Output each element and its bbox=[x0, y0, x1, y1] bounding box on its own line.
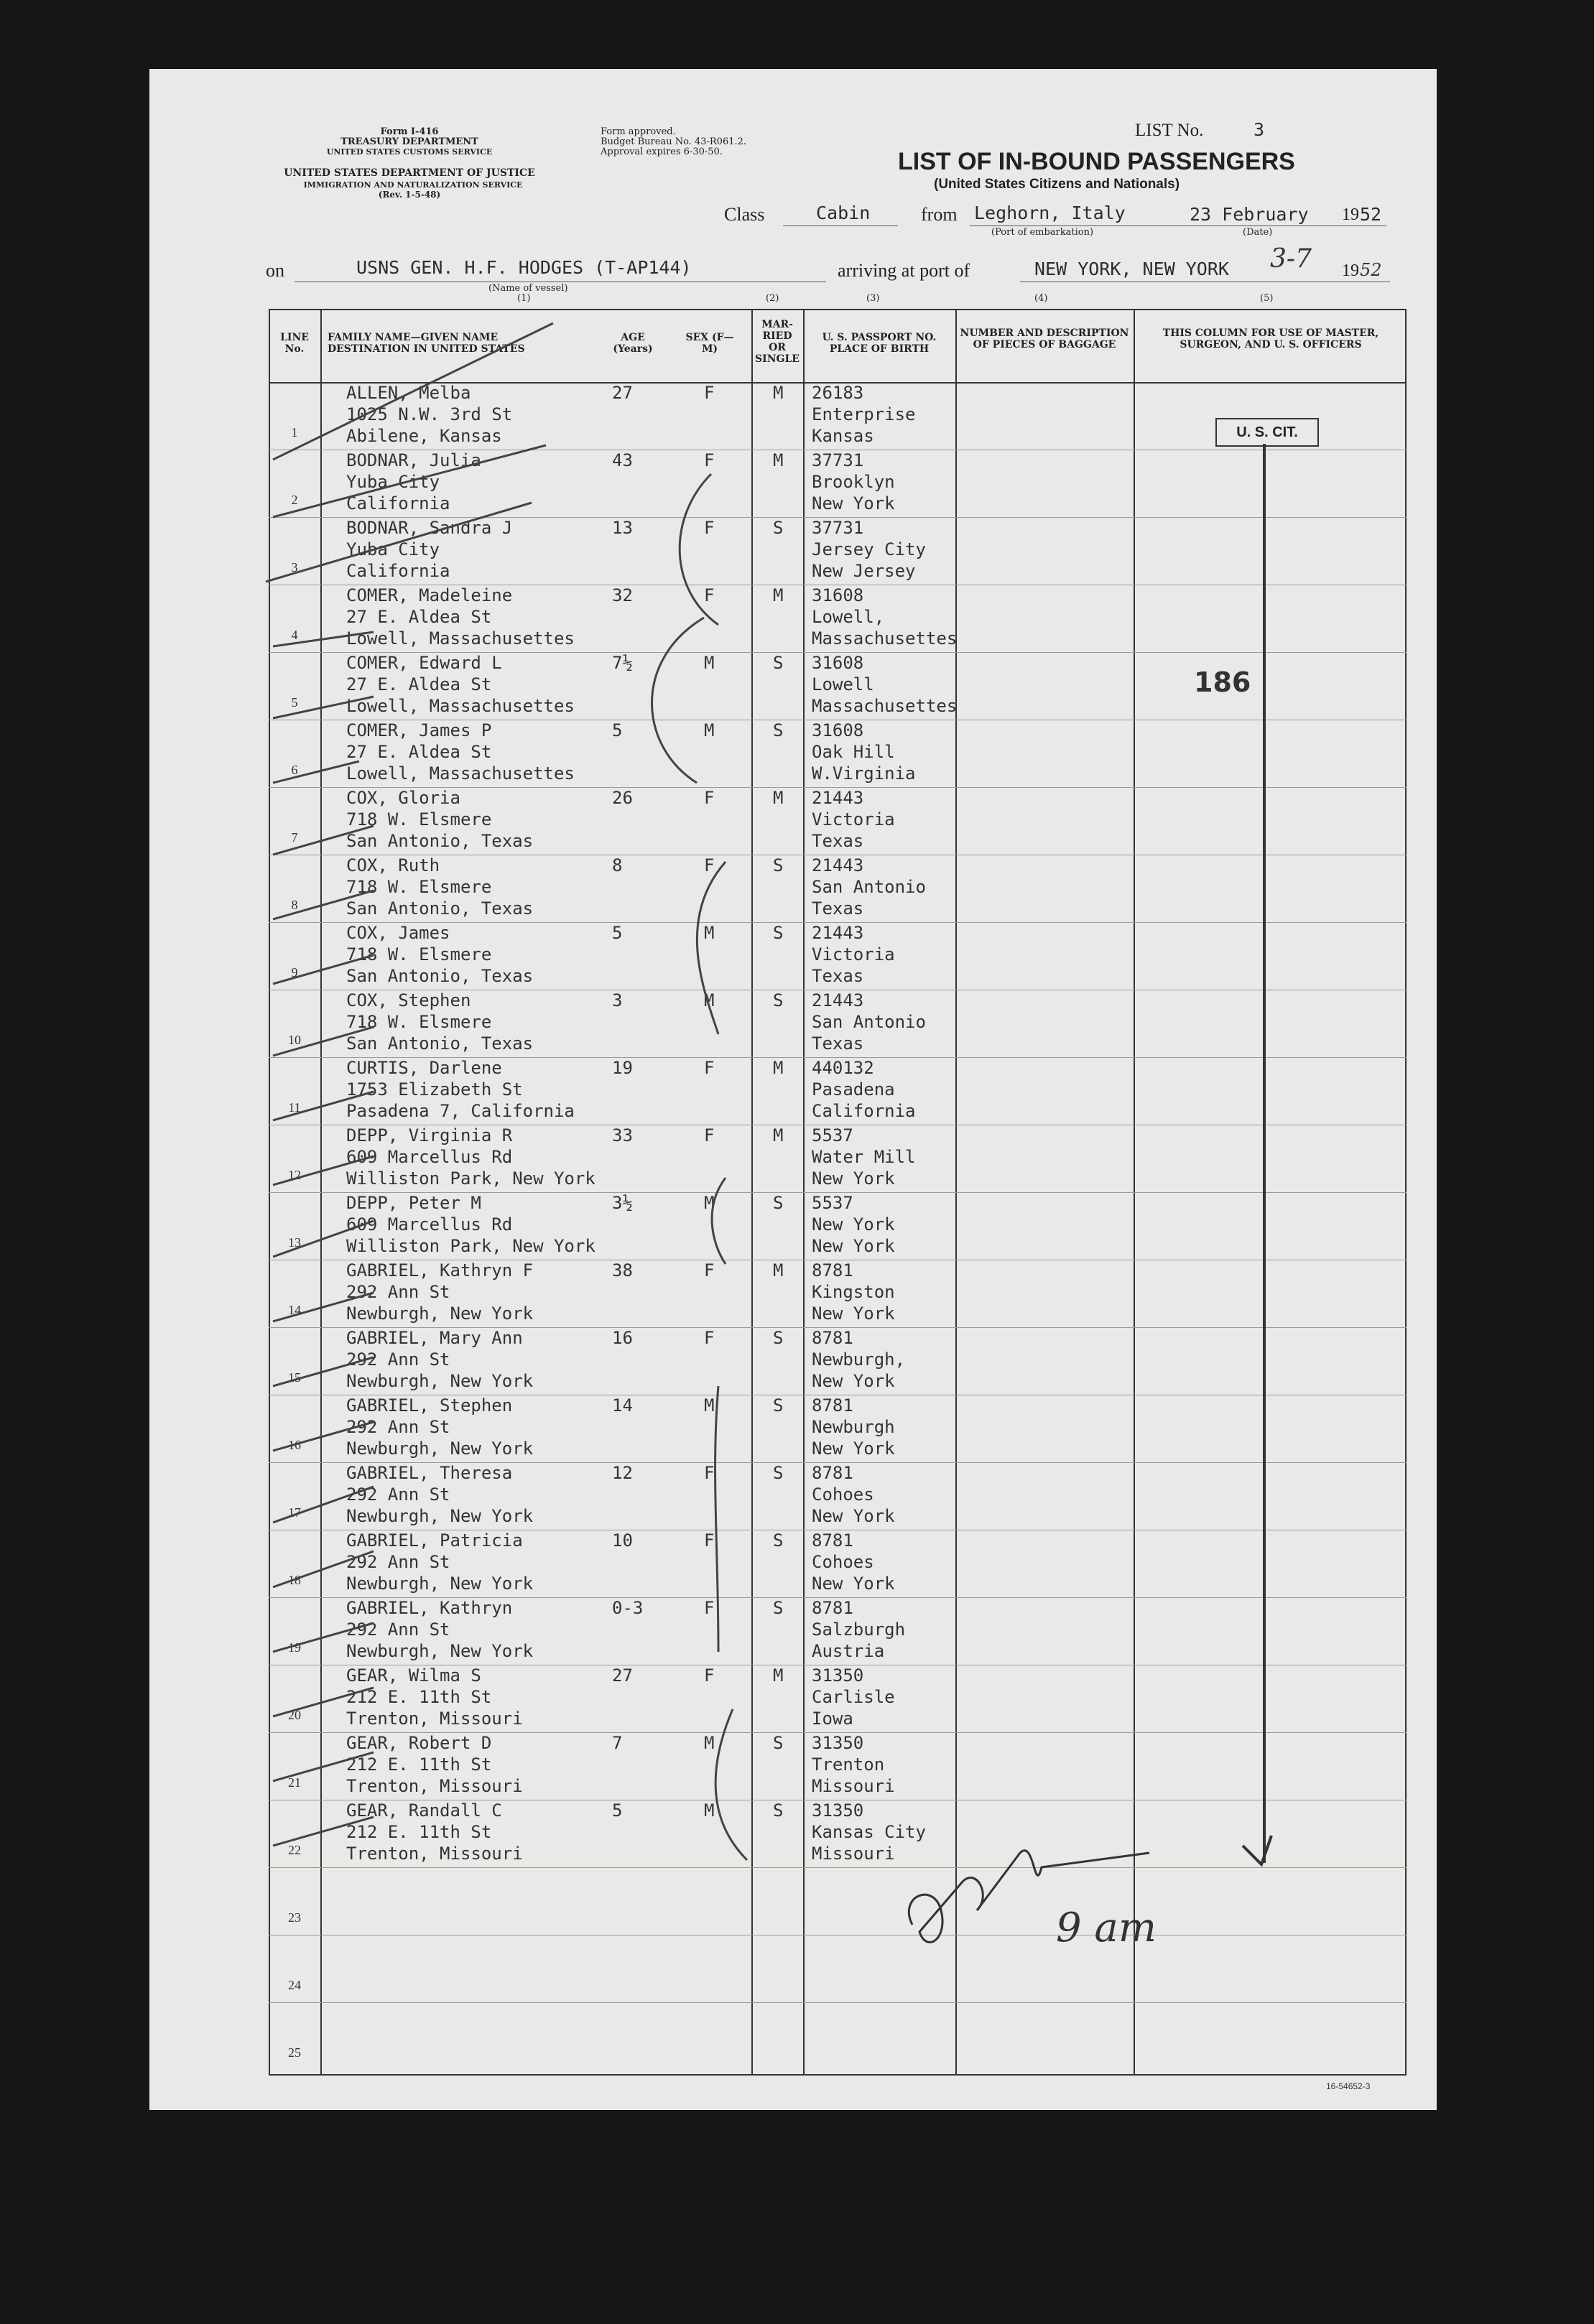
passport-number: 5537 bbox=[812, 1193, 853, 1213]
line-number: 21 bbox=[288, 1775, 301, 1790]
passenger-address: 212 E. 11th St bbox=[346, 1754, 492, 1775]
line-number: 16 bbox=[288, 1438, 301, 1452]
passenger-name: COX, Gloria bbox=[346, 788, 460, 808]
line-number: 5 bbox=[291, 695, 298, 710]
passenger-age: 7 bbox=[612, 1733, 623, 1753]
treasury-dept: TREASURY DEPARTMENT bbox=[340, 136, 478, 147]
passenger-name: COMER, Edward L bbox=[346, 653, 502, 673]
passenger-age: 13 bbox=[612, 518, 633, 538]
passport-number: 5537 bbox=[812, 1125, 853, 1145]
birth-place-state: Massachusettes bbox=[812, 628, 958, 649]
approval-line3: Approval expires 6-30-50. bbox=[601, 147, 723, 157]
passenger-sex: F bbox=[704, 1058, 715, 1078]
passenger-city: Williston Park, New York bbox=[346, 1168, 596, 1189]
passport-number: 31608 bbox=[812, 720, 864, 740]
birth-place-state: California bbox=[812, 1101, 916, 1121]
passenger-age: 10 bbox=[612, 1530, 633, 1551]
passenger-city: Lowell, Massachusettes bbox=[346, 696, 575, 716]
birth-place: San Antonio bbox=[812, 877, 926, 897]
passenger-marital-status: M bbox=[773, 1125, 784, 1145]
passport-number: 8781 bbox=[812, 1463, 853, 1483]
passenger-name: CURTIS, Darlene bbox=[346, 1058, 502, 1078]
birth-place: Salzburgh bbox=[812, 1619, 906, 1640]
passport-number: 8781 bbox=[812, 1328, 853, 1348]
passenger-marital-status: S bbox=[773, 720, 784, 740]
birth-place: Carlisle bbox=[812, 1687, 895, 1707]
passenger-city: California bbox=[346, 493, 450, 513]
passenger-name: GEAR, Randall C bbox=[346, 1800, 502, 1821]
passenger-age: 7½ bbox=[612, 653, 633, 673]
arrival-date: 3-7 bbox=[1270, 244, 1312, 274]
ins-service: IMMIGRATION AND NATURALIZATION SERVICE bbox=[303, 180, 523, 190]
passenger-city: San Antonio, Texas bbox=[346, 966, 534, 986]
passenger-marital-status: S bbox=[773, 1598, 784, 1618]
class-label: Class bbox=[724, 204, 765, 225]
birth-place: Oak Hill bbox=[812, 742, 895, 762]
passenger-marital-status: S bbox=[773, 1530, 784, 1551]
passport-number: 37731 bbox=[812, 450, 864, 470]
passenger-address: 718 W. Elsmere bbox=[346, 944, 492, 965]
passenger-city: Trenton, Missouri bbox=[346, 1776, 523, 1796]
passenger-sex: M bbox=[704, 720, 715, 740]
passenger-city: Newburgh, New York bbox=[346, 1438, 534, 1459]
list-no-value: 3 bbox=[1254, 119, 1265, 140]
birth-place-state: New York bbox=[812, 1438, 895, 1459]
passenger-marital-status: S bbox=[773, 518, 784, 538]
passenger-age: 5 bbox=[612, 923, 623, 943]
passenger-sex: F bbox=[704, 788, 715, 808]
revision: (Rev. 1-5-48) bbox=[378, 190, 441, 200]
birth-place: Lowell, bbox=[812, 607, 885, 627]
passenger-sex: M bbox=[704, 653, 715, 673]
passenger-age: 12 bbox=[612, 1463, 633, 1483]
passenger-city: Lowell, Massachusettes bbox=[346, 763, 575, 784]
header-officers: THIS COLUMN FOR USE OF MASTER, SURGEON, AND U. S. OFFICERS bbox=[1162, 327, 1379, 350]
passport-number: 8781 bbox=[812, 1395, 853, 1416]
passenger-sex: M bbox=[704, 1193, 715, 1213]
date-year-prefix: 19 bbox=[1342, 205, 1359, 224]
line-number: 11 bbox=[288, 1100, 301, 1115]
birth-place: San Antonio bbox=[812, 1012, 926, 1032]
passenger-age: 0-3 bbox=[612, 1598, 644, 1618]
passenger-address: 212 E. 11th St bbox=[346, 1822, 492, 1842]
line-number: 9 bbox=[291, 965, 298, 980]
birth-place: Kingston bbox=[812, 1282, 895, 1302]
passenger-marital-status: S bbox=[773, 1800, 784, 1821]
passenger-city: San Antonio, Texas bbox=[346, 898, 534, 919]
birth-place-state: Texas bbox=[812, 1033, 864, 1054]
form-subtitle: (United States Citizens and Nationals) bbox=[934, 177, 1180, 192]
passenger-marital-status: M bbox=[773, 383, 784, 403]
arriving-label: arriving at port of bbox=[838, 260, 970, 281]
passenger-age: 27 bbox=[612, 1665, 633, 1686]
line-number: 25 bbox=[288, 2045, 301, 2060]
passenger-name: GABRIEL, Stephen bbox=[346, 1395, 513, 1416]
form-number: Form I-416 bbox=[380, 126, 439, 137]
passenger-city: Newburgh, New York bbox=[346, 1574, 534, 1594]
header-sex: SEX (F—M) bbox=[685, 332, 734, 355]
col-num-5: (5) bbox=[1260, 293, 1274, 304]
passenger-address: 609 Marcellus Rd bbox=[346, 1147, 513, 1167]
passport-number: 440132 bbox=[812, 1058, 874, 1078]
passenger-address: 292 Ann St bbox=[346, 1552, 450, 1572]
approval-line2: Budget Bureau No. 43-R061.2. bbox=[601, 136, 747, 147]
port-caption: (Port of embarkation) bbox=[991, 227, 1094, 238]
passenger-marital-status: M bbox=[773, 1058, 784, 1078]
birth-place-state: Texas bbox=[812, 966, 864, 986]
passenger-marital-status: S bbox=[773, 1463, 784, 1483]
line-number: 24 bbox=[288, 1978, 301, 1992]
passenger-city: Newburgh, New York bbox=[346, 1641, 534, 1661]
passenger-age: 14 bbox=[612, 1395, 633, 1416]
passenger-address: 1025 N.W. 3rd St bbox=[346, 404, 513, 424]
line-number: 15 bbox=[288, 1370, 301, 1385]
class-value: Cabin bbox=[816, 203, 871, 223]
passenger-age: 43 bbox=[612, 450, 633, 470]
birth-place: Trenton bbox=[812, 1754, 885, 1775]
passenger-name: COX, Stephen bbox=[346, 990, 471, 1010]
birth-place: Jersey City bbox=[812, 539, 926, 559]
passenger-marital-status: S bbox=[773, 1733, 784, 1753]
line-number: 3 bbox=[291, 560, 298, 575]
passenger-city: San Antonio, Texas bbox=[346, 1033, 534, 1054]
passenger-age: 3½ bbox=[612, 1193, 633, 1213]
line-number: 4 bbox=[291, 628, 298, 642]
passenger-name: GABRIEL, Theresa bbox=[346, 1463, 513, 1483]
passenger-city: Trenton, Missouri bbox=[346, 1709, 523, 1729]
passenger-address: 718 W. Elsmere bbox=[346, 877, 492, 897]
passenger-name: GEAR, Wilma S bbox=[346, 1665, 481, 1686]
passenger-age: 3 bbox=[612, 990, 623, 1010]
passenger-city: Pasadena 7, California bbox=[346, 1101, 575, 1121]
birth-place: Cohoes bbox=[812, 1552, 874, 1572]
line-number: 19 bbox=[288, 1640, 301, 1655]
passenger-city: Newburgh, New York bbox=[346, 1506, 534, 1526]
passenger-city: Abilene, Kansas bbox=[346, 426, 502, 446]
birth-place: Pasadena bbox=[812, 1079, 895, 1100]
passenger-address: 292 Ann St bbox=[346, 1349, 450, 1370]
row-divider bbox=[269, 1867, 1407, 1868]
birth-place-state: New York bbox=[812, 1303, 895, 1324]
officer-count: 186 bbox=[1194, 666, 1251, 698]
passenger-sex: F bbox=[704, 1260, 715, 1280]
passenger-sex: F bbox=[704, 1463, 715, 1483]
passport-number: 21443 bbox=[812, 788, 864, 808]
birth-place-state: New York bbox=[812, 1168, 895, 1189]
line-number: 2 bbox=[291, 493, 298, 507]
line-number: 8 bbox=[291, 898, 298, 912]
passenger-name: DEPP, Peter M bbox=[346, 1193, 481, 1213]
passenger-city: Lowell, Massachusettes bbox=[346, 628, 575, 649]
arrival-port: NEW YORK, NEW YORK bbox=[1034, 259, 1229, 279]
line-number: 14 bbox=[288, 1303, 301, 1317]
birth-place: Lowell bbox=[812, 674, 874, 694]
passenger-sex: F bbox=[704, 1125, 715, 1145]
passenger-address: 718 W. Elsmere bbox=[346, 1012, 492, 1032]
header-age: AGE (Years) bbox=[613, 332, 653, 355]
customs-service: UNITED STATES CUSTOMS SERVICE bbox=[326, 147, 493, 157]
passenger-address: 27 E. Aldea St bbox=[346, 674, 492, 694]
passenger-city: Newburgh, New York bbox=[346, 1303, 534, 1324]
signature-time: 9 am bbox=[1056, 1905, 1157, 1951]
passenger-marital-status: S bbox=[773, 1328, 784, 1348]
passenger-name: BODNAR, Julia bbox=[346, 450, 481, 470]
passport-number: 8781 bbox=[812, 1598, 853, 1618]
col-num-4: (4) bbox=[1034, 293, 1048, 304]
birth-place-state: Missouri bbox=[812, 1844, 895, 1864]
passenger-address: 609 Marcellus Rd bbox=[346, 1214, 513, 1235]
birth-place: Enterprise bbox=[812, 404, 916, 424]
passenger-city: California bbox=[346, 561, 450, 581]
passport-number: 31608 bbox=[812, 585, 864, 605]
birth-place-state: Texas bbox=[812, 831, 864, 851]
birth-place-state: Kansas bbox=[812, 426, 874, 446]
on-label: on bbox=[266, 260, 284, 281]
passenger-address: 718 W. Elsmere bbox=[346, 809, 492, 829]
passenger-sex: F bbox=[704, 1328, 715, 1348]
justice-dept: UNITED STATES DEPARTMENT OF JUSTICE bbox=[284, 167, 535, 179]
birth-place: Newburgh bbox=[812, 1417, 895, 1437]
col-num-2: (2) bbox=[766, 293, 779, 304]
birth-place: Cohoes bbox=[812, 1484, 874, 1505]
col-num-1: (1) bbox=[517, 293, 531, 304]
passenger-marital-status: M bbox=[773, 450, 784, 470]
vessel-caption: (Name of vessel) bbox=[488, 283, 568, 294]
embarkation-date: 23 February bbox=[1190, 204, 1309, 225]
passenger-age: 8 bbox=[612, 855, 623, 875]
birth-place-state: New York bbox=[812, 1506, 895, 1526]
passenger-sex: F bbox=[704, 1530, 715, 1551]
passenger-name: GABRIEL, Mary Ann bbox=[346, 1328, 523, 1348]
passenger-sex: M bbox=[704, 1800, 715, 1821]
passenger-sex: F bbox=[704, 1598, 715, 1618]
form-title: LIST OF IN-BOUND PASSENGERS bbox=[898, 148, 1295, 175]
us-citizen-stamp: U. S. CIT. bbox=[1215, 418, 1319, 447]
passenger-address: 292 Ann St bbox=[346, 1282, 450, 1302]
passenger-marital-status: S bbox=[773, 990, 784, 1010]
passenger-sex: F bbox=[704, 1665, 715, 1686]
passenger-name: DEPP, Virginia R bbox=[346, 1125, 513, 1145]
passenger-name: COMER, Madeleine bbox=[346, 585, 513, 605]
footer-code: 16-54652-3 bbox=[1326, 2081, 1371, 2091]
birth-place-state: Missouri bbox=[812, 1776, 895, 1796]
passenger-sex: F bbox=[704, 450, 715, 470]
passenger-marital-status: M bbox=[773, 1665, 784, 1686]
passenger-name: GABRIEL, Kathryn F bbox=[346, 1260, 534, 1280]
passport-number: 37731 bbox=[812, 518, 864, 538]
passenger-city: Williston Park, New York bbox=[346, 1236, 596, 1256]
line-number: 23 bbox=[288, 1910, 301, 1925]
passenger-city: Trenton, Missouri bbox=[346, 1844, 523, 1864]
approval-line1: Form approved. bbox=[601, 126, 676, 137]
passenger-address: 27 E. Aldea St bbox=[346, 607, 492, 627]
line-number: 20 bbox=[288, 1708, 301, 1722]
list-no-label: LIST No. bbox=[1135, 121, 1204, 140]
birth-place-state: New York bbox=[812, 1371, 895, 1391]
passenger-city: Newburgh, New York bbox=[346, 1371, 534, 1391]
passenger-age: 33 bbox=[612, 1125, 633, 1145]
birth-place: Brooklyn bbox=[812, 472, 895, 492]
passenger-sex: F bbox=[704, 383, 715, 403]
passenger-address: 292 Ann St bbox=[346, 1484, 450, 1505]
passenger-name: COX, James bbox=[346, 923, 450, 943]
line-number: 13 bbox=[288, 1235, 301, 1250]
header-baggage: NUMBER AND DESCRIPTION OF PIECES OF BAGGAGE bbox=[960, 327, 1129, 350]
birth-place: Water Mill bbox=[812, 1147, 916, 1167]
passenger-sex: M bbox=[704, 1733, 715, 1753]
line-number: 17 bbox=[288, 1505, 301, 1520]
birth-place: Victoria bbox=[812, 809, 895, 829]
passenger-sex: F bbox=[704, 518, 715, 538]
vessel-name: USNS GEN. H.F. HODGES (T-AP144) bbox=[356, 257, 692, 278]
passport-number: 26183 bbox=[812, 383, 864, 403]
passport-number: 8781 bbox=[812, 1260, 853, 1280]
passenger-address: 292 Ann St bbox=[346, 1417, 450, 1437]
passenger-age: 16 bbox=[612, 1328, 633, 1348]
passenger-age: 5 bbox=[612, 720, 623, 740]
header-married: MAR- RIED OR SINGLE bbox=[755, 319, 800, 365]
line-number: 6 bbox=[291, 763, 298, 777]
passenger-age: 26 bbox=[612, 788, 633, 808]
passenger-name: COMER, James P bbox=[346, 720, 492, 740]
col-num-3: (3) bbox=[866, 293, 880, 304]
passport-number: 31608 bbox=[812, 653, 864, 673]
passenger-name: COX, Ruth bbox=[346, 855, 440, 875]
birth-place: Newburgh, bbox=[812, 1349, 906, 1370]
birth-place-state: New York bbox=[812, 493, 895, 513]
passenger-marital-status: S bbox=[773, 1395, 784, 1416]
passenger-marital-status: M bbox=[773, 585, 784, 605]
passenger-address: 292 Ann St bbox=[346, 1619, 450, 1640]
header-passport: U. S. PASSPORT NO. PLACE OF BIRTH bbox=[822, 332, 937, 355]
passport-number: 31350 bbox=[812, 1665, 864, 1686]
birth-place-state: Texas bbox=[812, 898, 864, 919]
passenger-age: 32 bbox=[612, 585, 633, 605]
passenger-city: San Antonio, Texas bbox=[346, 831, 534, 851]
passenger-age: 27 bbox=[612, 383, 633, 403]
line-number: 1 bbox=[291, 425, 298, 440]
passport-number: 31350 bbox=[812, 1733, 864, 1753]
arrival-year: 52 bbox=[1360, 260, 1382, 280]
passport-number: 21443 bbox=[812, 855, 864, 875]
passenger-sex: F bbox=[704, 585, 715, 605]
passenger-age: 19 bbox=[612, 1058, 633, 1078]
birth-place-state: New Jersey bbox=[812, 561, 916, 581]
embarkation-port: Leghorn, Italy bbox=[974, 203, 1126, 223]
line-number: 12 bbox=[288, 1168, 301, 1182]
passenger-sex: F bbox=[704, 855, 715, 875]
passenger-marital-status: S bbox=[773, 653, 784, 673]
row-divider bbox=[269, 2002, 1407, 2003]
passenger-address: 1753 Elizabeth St bbox=[346, 1079, 523, 1100]
passenger-marital-status: S bbox=[773, 1193, 784, 1213]
passport-number: 21443 bbox=[812, 923, 864, 943]
passenger-age: 38 bbox=[612, 1260, 633, 1280]
passport-number: 8781 bbox=[812, 1530, 853, 1551]
from-label: from bbox=[921, 204, 958, 225]
passenger-sex: M bbox=[704, 990, 715, 1010]
passport-number: 21443 bbox=[812, 990, 864, 1010]
birth-place-state: Massachusettes bbox=[812, 696, 958, 716]
passenger-address: 212 E. 11th St bbox=[346, 1687, 492, 1707]
passenger-marital-status: M bbox=[773, 788, 784, 808]
date-caption: (Date) bbox=[1243, 227, 1273, 238]
passenger-name: BODNAR, Sandra J bbox=[346, 518, 513, 538]
birth-place: New York bbox=[812, 1214, 895, 1235]
birth-place-state: Iowa bbox=[812, 1709, 853, 1729]
header-name: FAMILY NAME—GIVEN NAME DESTINATION IN UNITED STATES bbox=[328, 332, 525, 355]
passenger-address: Yuba City bbox=[346, 472, 440, 492]
birth-place-state: New York bbox=[812, 1574, 895, 1594]
line-number: 7 bbox=[291, 830, 298, 845]
date-year: 52 bbox=[1360, 204, 1382, 225]
birth-place-state: Austria bbox=[812, 1641, 885, 1661]
birth-place-state: New York bbox=[812, 1236, 895, 1256]
line-number: 22 bbox=[288, 1843, 301, 1857]
arrival-year-prefix: 19 bbox=[1342, 261, 1359, 280]
passenger-marital-status: M bbox=[773, 1260, 784, 1280]
passport-number: 31350 bbox=[812, 1800, 864, 1821]
passenger-address: Yuba City bbox=[346, 539, 440, 559]
passenger-address: 27 E. Aldea St bbox=[346, 742, 492, 762]
line-number: 10 bbox=[288, 1033, 301, 1047]
passenger-sex: M bbox=[704, 923, 715, 943]
passenger-name: GABRIEL, Patricia bbox=[346, 1530, 523, 1551]
passenger-name: ALLEN, Melba bbox=[346, 383, 471, 403]
birth-place: Victoria bbox=[812, 944, 895, 965]
passenger-age: 5 bbox=[612, 1800, 623, 1821]
birth-place: Kansas City bbox=[812, 1822, 926, 1842]
line-number: 18 bbox=[288, 1573, 301, 1587]
passenger-marital-status: S bbox=[773, 855, 784, 875]
passenger-name: GEAR, Robert D bbox=[346, 1733, 492, 1753]
header-line-no: LINE No. bbox=[280, 332, 309, 355]
birth-place-state: W.Virginia bbox=[812, 763, 916, 784]
passenger-name: GABRIEL, Kathryn bbox=[346, 1598, 513, 1618]
passenger-sex: M bbox=[704, 1395, 715, 1416]
passenger-marital-status: S bbox=[773, 923, 784, 943]
